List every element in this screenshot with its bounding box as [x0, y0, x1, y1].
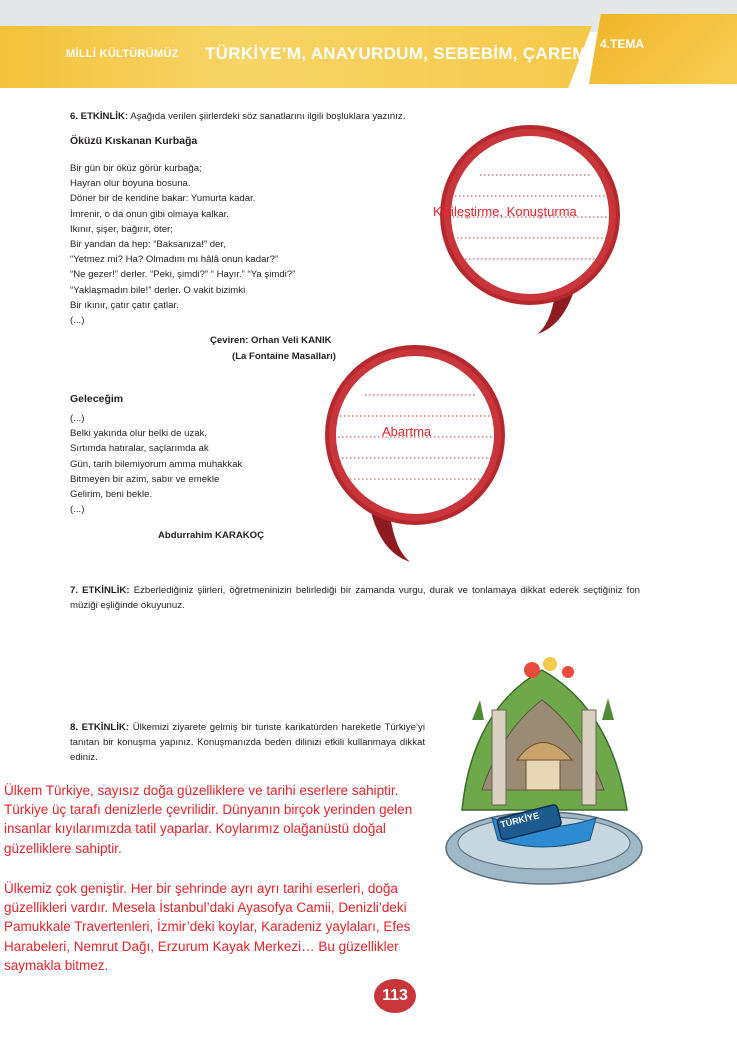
poem-line: Bir yandan da hep: “Baksanıza!” der, — [70, 239, 226, 251]
activity-6-text: Aşağıda verilen şiirlerdeki söz sanatlarını ilgili boşluklara yazınız. — [130, 111, 406, 122]
poem-line: Bitmeyen bir azim, sabır ve emekle — [70, 473, 220, 485]
activity-7-text: Ezberlediğiniz şiirleri, öğretmeninizin belirlediği bir zamanda vurgu, durak ve tonlamaya dikkat ederek seçtiğiniz fon müziği eşliğinde okuyunuz. — [70, 585, 640, 611]
poem-line: Hayran olur boyuna bosuna. — [70, 178, 191, 190]
poem-line: Ikınır, şişer, bağırır, öter; — [70, 223, 173, 235]
poem-1-source: (La Fontaine Masalları) — [232, 351, 336, 362]
activity-6-label: 6. ETKİNLİK: — [70, 111, 129, 122]
answer-8-paragraph-2: Ülkemiz çok geniştir. Her bir şehrinde ayrı ayrı tarihi eserleri, doğa güzellikleri vardır. Mesela İstanbul’daki Ayasofya Camii, Denizli’deki Pamukkale Travertenleri, İzmir’deki koylar, Karadeniz yaylaları, Efes Harabeleri, Nemrut Dağı, Erzurum Kayak Merkezi… Bu güzellikler saymakla bitmez. — [4, 881, 411, 973]
poem-line: Gelirim, beni bekle. — [70, 489, 153, 501]
poem-2-author: Abdurrahim KARAKOÇ — [158, 530, 265, 541]
poem-line: (...) — [70, 504, 85, 516]
poem-line: “Yaklaşmadın bile!” derler. O vakit bizimki — [70, 284, 246, 296]
poem-line: “Ne gezer!” derler. “Peki, şimdi?” “ Hayır.” “Ya şimdi?” — [70, 269, 296, 281]
poem-line: Bir gün bir öküz görür kurbağa; — [70, 163, 202, 174]
poem-1-answer: Kişileştirme, Konuşturma — [433, 204, 577, 219]
poem-line: Bir ıkınır, çatır çatır çatlar. — [70, 299, 179, 311]
poem-line: İmrenir, o da onun gibi olmaya kalkar. — [70, 208, 229, 220]
activity-8-instruction — [70, 720, 425, 765]
poem-2-body — [70, 411, 242, 517]
answer-8-paragraph-1: Ülkem Türkiye, sayısız doğa güzelliklere ve tarihi eserlere sahiptir. Türkiye üç tarafı denizlerle çevrilidir. Dünyanın birçok yerinden gelen insanlar kıyılarımızda tatil yaparlar. Koylarımız olağanüstü doğal güzelliklere sahiptir. — [4, 783, 413, 856]
turkey-landmarks-illustration — [432, 640, 654, 892]
header-title: TÜRKİYE’M, ANAYURDUM, SEBEBİM, ÇAREM! — [205, 44, 593, 63]
speech-bubble-2 — [310, 340, 520, 570]
poem-line: Belki yakında olur belki de uzak, — [70, 428, 208, 440]
poem-2-title: Geleceğim — [70, 393, 124, 405]
activity-8-text: Ülkemizi ziyarete gelmiş bir turiste karikatürden hareketle Türkiye’yi tanıtan bir konuşma yapınız. Konuşmanızda beden dilinizi etkili kullanmaya dikkat ediniz. — [70, 722, 425, 763]
poem-line: “Yetmez mi? Ha? Olmadım mı hâlâ onun kadar?” — [70, 254, 279, 266]
page-number-badge — [373, 978, 417, 1014]
poem-line: Sırtımda hatıralar, saçlarımda ak — [70, 443, 209, 455]
poem-line: Döner bir de kendine bakar: Yumurta kadar. — [70, 193, 256, 205]
poem-1-translator: Çeviren: Orhan Veli KANIK — [210, 335, 332, 346]
activity-7-instruction — [70, 583, 640, 613]
poem-line: (...) — [70, 315, 85, 327]
poem-1-title: Öküzü Kıskanan Kurbağa — [70, 135, 198, 147]
header-section-label: MİLLİ KÜLTÜRÜMÜZ — [66, 48, 179, 60]
poem-2-answer: Abartma — [382, 424, 432, 439]
activity-8-label: 8. ETKİNLİK: — [70, 722, 130, 733]
poem-line: Gün, tarih bilemiyorum amma muhakkak — [70, 458, 243, 470]
activity-7-label: 7. ETKİNLİK: — [70, 585, 130, 596]
theme-label: 4.TEMA — [600, 37, 645, 51]
poem-line: (...) — [70, 413, 85, 424]
poem-1-body — [70, 161, 295, 328]
illustration-sign-label: TÜRKİYE — [499, 810, 541, 830]
speech-bubble-1 — [425, 120, 635, 342]
page-number: 113 — [382, 987, 408, 1004]
